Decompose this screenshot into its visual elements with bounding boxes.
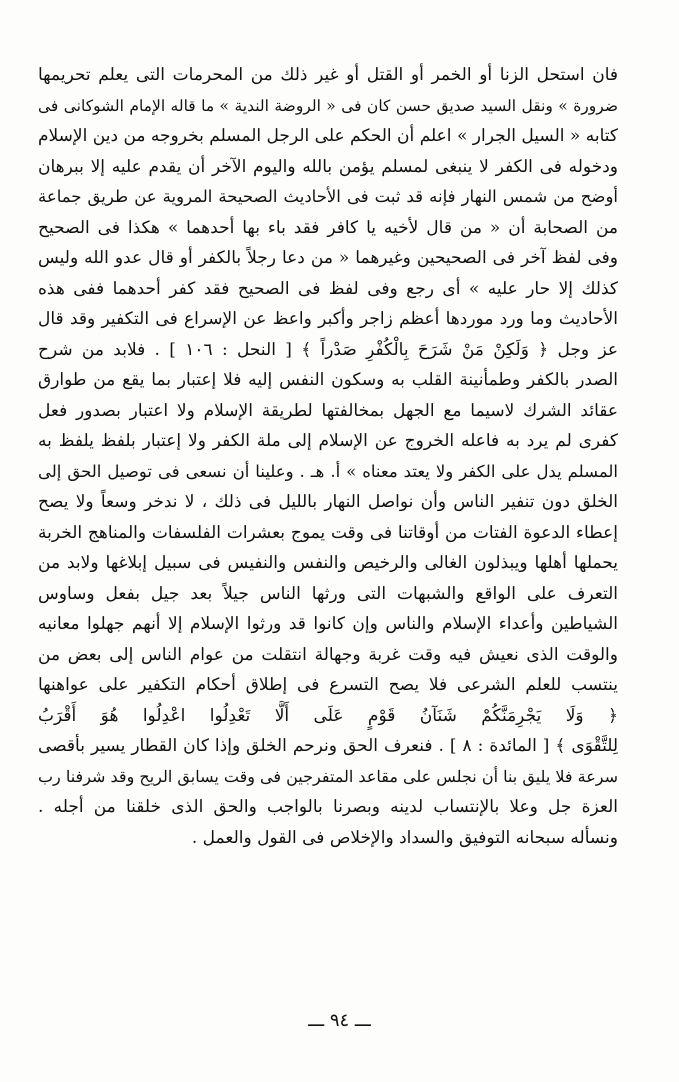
text-line: الشياطين وأعداء الإسلام والناس وإن كانوا قد ورثوا الإسلام إلا أنهم جهلوا معانيه — [38, 614, 618, 634]
text-line: الأحاديث وما ورد موردها أعظم زاجر وأكبر واعظ عن الإسراع فى التكفير وقد قال — [38, 309, 618, 329]
page-number: ـــ ٩٤ ـــ — [308, 1010, 371, 1031]
text-line: ينتسب للعلم الشرعى فلا يصح التسرع فى إطلاق أحكام التكفير على عواهنها — [38, 675, 618, 695]
text-line: إعطاء الدعوة الفتات من أوقاتنا فى وقت يموج بعشرات الفلسفات والمناهج الخربة — [38, 522, 618, 543]
text-line: الصدر بالكفر وطمأنينة القلب به وسكون النفس إليه فلا إعتبار بما يقع من طوارق — [38, 370, 618, 390]
text-line: كتابه « السيل الجرار » اعلم أن الحكم على الرجل المسلم بخروجه من دين الإسلام — [38, 126, 618, 146]
text-line: ودخوله فى الكفر لا ينبغى لمسلم يؤمن بالله واليوم الآخر أن يقدم عليه إلا ببرهان — [38, 156, 618, 177]
text-line: أوضح من شمس النهار فإنه قد ثبت فى الأحاديث الصحيحة المروية عن طريق جماعة — [38, 187, 618, 206]
text-line: التعرف على الواقع والشبهات التى ورثها الناس جيلاً بعد جيل بفعل وساوس — [38, 583, 618, 604]
quran-verse-line: ﴿ وَلَا يَجْرِمَنَّكُمْ شَنَآنُ قَوْمٍ عَلَى أَلَّا تَعْدِلُوا اعْدِلُوا هُوَ أَقْرَبُ — [38, 705, 618, 726]
text-line: المسلم يدل على الكفر ولا يعتد معناه » أ. هـ . وعلينا أن نسعى فى توصيل الحق إلى — [38, 461, 618, 481]
text-line: العزة جل وعلا بالإنتساب لدينه وبصرنا بالواجب والحق الذى خلقنا من أجله . — [38, 797, 618, 817]
text-line: عز وجل ﴿ وَلَكِنْ مَنْ شَرَحَ بِالْكُفْرِ صَدْراً ﴾ [ النحل : ١٠٦ ] . فلابد من شرح — [38, 339, 618, 360]
text-line: لِلتَّقْوَى ﴾ [ المائدة : ٨ ] . فنعرف الحق ونرحم الخلق وإذا كان القطار يسير بأقصى — [38, 736, 618, 756]
text-line: وفى لفظ آخر فى الصحيحين وغيرهما « من دعا رجلاً بالكفر أو قال عدو الله وليس — [38, 248, 618, 268]
text-line: عقائد الشرك لاسيما مع الجهل بمخالفتها لطريقة الإسلام ولا اعتبار بصدور فعل — [38, 400, 618, 421]
text-line: كفرى لم يرد به فاعله الخروج عن الإسلام إلى ملة الكفر ولا إعتبار بلفظ يلفظ به — [38, 431, 618, 451]
text-line: ونسأله سبحانه التوفيق والسداد والإخلاص فى القول والعمل . — [191, 827, 618, 848]
text-line: فان استحل الزنا أو الخمر أو القتل أو غير ذلك من المحرمات التى يعلم تحريمها — [38, 65, 618, 85]
text-line: والوقت الذى نعيش فيه وقت غربة وجهالة انتقلت من عوام الناس إلى بعض من — [38, 644, 618, 665]
text-line: سرعة فلا يليق بنا أن نجلس على مقاعد المتفرجين فى وقت يسابق الريح وقد شرفنا رب — [38, 766, 618, 786]
text-line: يحملها أهلها ويبذلون الغالى والرخيص والنفس والنفيس فى سبيل إبلاغها ولابد من — [38, 553, 618, 573]
text-line: من الصحابة أن « من قال لأخيه يا كافر فقد باء بها أحدهما » هكذا فى الصحيح — [38, 217, 618, 238]
text-line: ضرورة » ونقل السيد صديق حسن كان فى « الروضة الندية » ما قاله الإمام الشوكانى فى — [38, 96, 618, 115]
body-text — [38, 60, 618, 853]
text-line: الخلق دون تنفير الناس وأن نواصل النهار بالليل فى ذلك ، لا ندخر وسعاً ولا يصح — [38, 492, 618, 512]
text-line: كذلك إلا حار عليه » أى رجع وفى لفظ فى الصحيح فقد كفر أحدهما ففى هذه — [38, 278, 618, 299]
